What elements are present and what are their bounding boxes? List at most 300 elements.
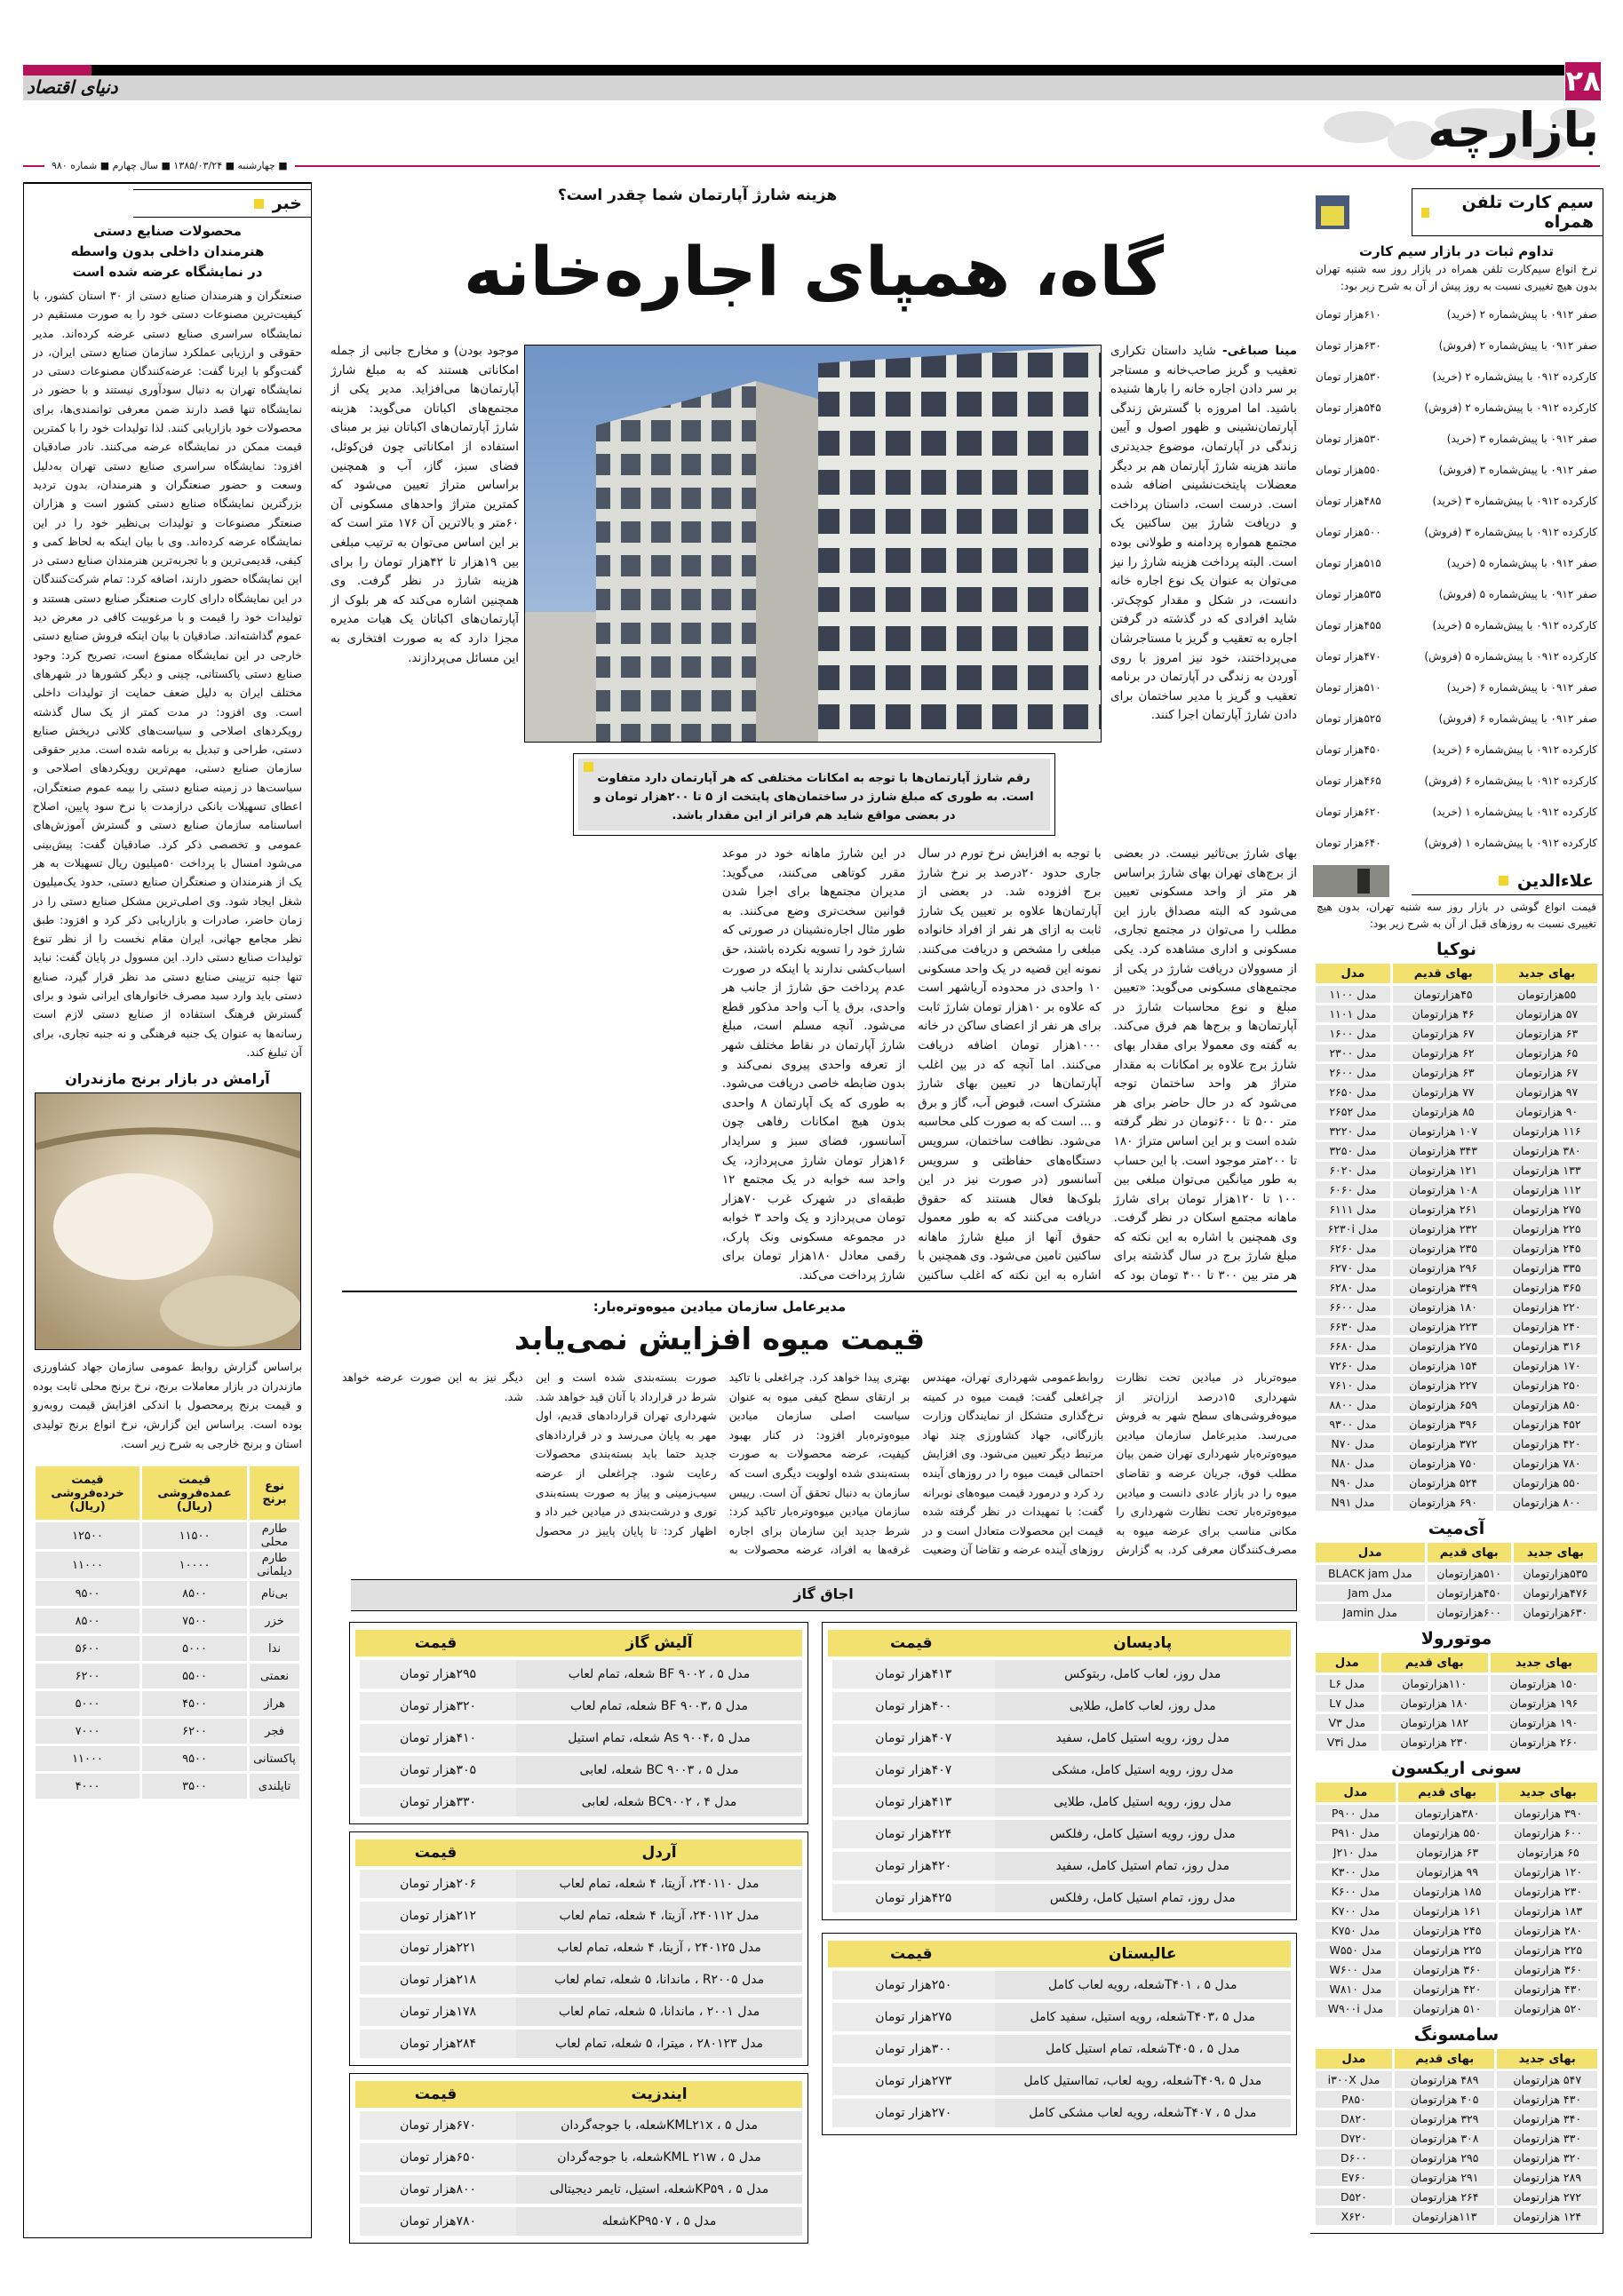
simcard-price-row xyxy=(1316,485,1597,516)
phone-price-table xyxy=(1313,2046,1600,2228)
simcard-price-row xyxy=(1316,640,1597,671)
stove-row xyxy=(355,2030,802,2058)
article-body-text: بهای شارژ بی‌تاثیر نیست. در بعضی از برج‌های تهران بهای شارژ براساس هر متر از واحد مسکونی تعیین می‌شود که البته مصداق بارز این مطلب را می‌توان در مجتمع تجاری، مسکونی و اداری مشاهده کرد. یکی از مسوولان دریافت شارژ در یکی از مجتمع‌های مسکونی می‌گوید: «تعیین مبلغ و نوع محاسبات شارژ در آپارتمان‌ها و برج‌ها هم فرق می‌کند. به گفته وی معمولا برای مقدار بهای شارژ برج علاوه بر امکانات به مقدار متراژ هر واحد ساختمان توجه می‌شود که در حال حاضر برای هر متر ۵۰۰ تا ۶۰۰تومان در نظر گرفته شده است و بر این اساس متراژ ۱۸۰ تا ۲۰۰متر موجود است. با این حساب به طور میانگین می‌توان مبلغی بین ۱۰۰ تا ۱۲۰هزار تومان برای شارژ ماهانه مجتمع اسکان در نظر گرفت. وی همچنین با اشاره به این نکته که مبلغ شارژ برج در سال گذشته برای هر متر بین ۳۰۰ تا ۴۰۰ تومان بود که با توجه به افزایش نرخ تورم در سال جاری حدود ۲۰درصد بر نرخ شارژ برج افزوده شد. در بعضی از آپارتمان‌ها علاوه بر تعیین یک شارژ ثابت به ازای هر نفر از افراد خانواده مبلغی را مشخص و دریافت می‌کنند. نمونه این قضیه در یک واحد مسکونی ۱۰ واحدی در محدوده آریاشهر است که علاوه بر ۱۰هزار تومان شارژ ثابت برای هر نفر از اعضای ساکن در خانه ۱۰۰۰هزار تومان اضافه دریافت می‌کنند. اما آنچه که در بین اغلب آپارتمان‌ها در تعیین بهای شارژ مشترک است، قبوض آب، گاز و برق و ... است که به صورت کلی محاسبه می‌شود. نظافت ساختمان، سرویس دستگاه‌های حفاظتی و سرویس آسانسور (در صورت نیز در این بلوک‌ها فعال هستند که حقوق دریافت می‌کنند که به طور معمول حقوق آنها از مبلغ شارژ ماهانه ساکنین تامین می‌شود. وی همچنین با اشاره به این نکته که اغلب ساکنین در این شارژ ماهانه خود در موعد مقرر کوتاهی می‌کنند، می‌گوید: مدیران مجتمع‌ها برای اجرا شدن قوانین سخت‌تری وضع می‌کنند. به طور مثال اجاره‌نشینان در صورتی که شارژ خود را تسویه نکرده باشند، حق اسباب‌کشی ندارند یا اینکه در صورت عدم پرداخت حق شارژ از جانب هر واحدی، برق یا آب واحد مذکور قطع می‌شود. آنچه مسلم است، مبلغ شارژ آپارتمان در نقاط مختلف شهر از تعرفه واحدی پیروی نمی‌کند و بدون ضابطه خاصی دریافت می‌شود. به طوری که یک آپارتمان ۸ واحدی بدون هیچ امکانات رفاهی چون آسانسور، فضای سبز و سرایدار ۱۶هزار تومان شارژ می‌پردازد، یک واحد سه خوابه در یک مجتمع ۱۲ طبقه‌ای در شهرک غرب ۷۰هزار تومان می‌پردازد و یک واحد ۳ خوابه در مجموعه مسکونی ونک پارک، رقمی معادل ۱۸۰هزار تومان برای شارژ پرداخت می‌کند. xyxy=(721,846,1297,1283)
phone-new-price: ۲۷۲ هزارتومان xyxy=(1497,2189,1597,2205)
stove-row xyxy=(355,2111,802,2140)
stove-model: مدل T۴۰۷ ، ۵شعله، رویه لعاب مشکی کامل xyxy=(995,2099,1291,2127)
stove-model: مدل BC۹۰۰۲ ، ۴ شعله، لعابی xyxy=(516,1788,802,1816)
phone-model: مدل N۹۰ xyxy=(1316,1474,1390,1491)
phone-old-price: ۷۵۰ هزارتومان xyxy=(1393,1455,1494,1472)
simcard-price: ۵۵۰هزار تومان xyxy=(1316,463,1381,476)
news-column xyxy=(23,182,312,2238)
phone-table-row xyxy=(1316,1377,1597,1394)
simcard-type: صفر ۰۹۱۲ با پیش‌شماره ۶ (خرید) xyxy=(1446,680,1597,694)
simcard-type: کارکرده ۰۹۱۲ با پیش‌شماره ۱ (فروش) xyxy=(1424,836,1597,849)
phone-table-row xyxy=(1316,2110,1597,2127)
phone-old-price: ۲۶۴ هزارتومان xyxy=(1395,2189,1495,2205)
stove-row xyxy=(355,1934,802,1962)
stove-price: ۳۳۰هزار تومان xyxy=(355,1788,516,1816)
rice-price-cell: ۴۵۰۰ xyxy=(142,1691,247,1716)
stove-price: ۲۱۸هزار تومان xyxy=(355,1966,516,1994)
stove-row xyxy=(828,2099,1291,2127)
stove-price: ۲۵۰هزار تومان xyxy=(828,1971,995,1999)
simcard-price: ۴۷۰هزار تومان xyxy=(1316,649,1381,663)
simcard-price: ۴۸۵هزار تومان xyxy=(1316,494,1381,507)
phone-new-price: ۵۳۵هزارتومان xyxy=(1514,1565,1597,1582)
stove-brand-name: آردل xyxy=(516,1839,802,1866)
simcard-price-row xyxy=(1316,827,1597,858)
phone-old-price: ۶۰۰هزارتومان xyxy=(1428,1604,1511,1621)
phone-old-price: ۲۲۳ هزارتومان xyxy=(1393,1318,1494,1335)
phone-table-row xyxy=(1316,1299,1597,1315)
rice-column-header: قیمت عمده‌فروشی (ریال) xyxy=(142,1466,247,1520)
stove-brand-name: آلیش گاز xyxy=(516,1630,802,1656)
phone-price-table xyxy=(1313,961,1600,1513)
phone-new-price: ۲۵۰ هزارتومان xyxy=(1496,1377,1597,1394)
phone-table-header xyxy=(1316,1783,1597,1802)
simcard-price: ۵۲۵هزار تومان xyxy=(1316,711,1381,725)
phone-new-price: ۳۶۵ هزارتومان xyxy=(1496,1279,1597,1296)
stove-row xyxy=(828,2067,1291,2095)
fruit-headline: قیمت میوه افزایش نمی‌یابد xyxy=(513,1322,926,1357)
stove-price: ۲۸۴هزار تومان xyxy=(355,2030,516,2058)
stove-model: مدل R۲۰۰۵ ، ماندانا، ۵ شعله، تمام لعاب xyxy=(516,1966,802,1994)
simcard-thumbnail xyxy=(1316,195,1349,229)
page-number: ۲۸ xyxy=(1565,62,1601,100)
simcard-price: ۵۳۰هزار تومان xyxy=(1316,432,1381,445)
rice-table-row xyxy=(36,1774,299,1799)
phone-old-price: ۱۲۱ هزارتومان xyxy=(1393,1162,1494,1179)
phone-new-price: ۱۷۰ هزارتومان xyxy=(1496,1357,1597,1374)
phones-box xyxy=(1310,865,1603,2234)
phone-model: مدل N۹۱ xyxy=(1316,1494,1390,1511)
simcard-price: ۵۴۵هزار تومان xyxy=(1316,401,1381,414)
phone-old-price: ۱۵۴ هزارتومان xyxy=(1393,1357,1494,1374)
phone-model: مدل W۸۱۰ xyxy=(1316,1981,1396,1998)
stove-table-header xyxy=(355,2081,802,2108)
phone-new-price: ۵۵هزارتومان xyxy=(1496,986,1597,1003)
simcard-type: کارکرده ۰۹۱۲ با پیش‌شماره ۲ (خرید) xyxy=(1432,369,1597,383)
phone-old-price: ۱۸۰ هزارتومان xyxy=(1393,1299,1494,1315)
simcard-price-row xyxy=(1316,516,1597,547)
phone-old-price: ۳۴۳ هزارتومان xyxy=(1393,1142,1494,1159)
phone-column-header: بهای جدید xyxy=(1497,2049,1597,2069)
stove-price: ۲۷۳هزار تومان xyxy=(828,2067,995,2095)
phone-table-row xyxy=(1316,1240,1597,1257)
news-headline xyxy=(33,221,302,282)
phone-new-price: ۶۳۰هزارتومان xyxy=(1514,1604,1597,1621)
rice-price-cell: ۱۲۵۰۰ xyxy=(36,1522,139,1549)
stove-row xyxy=(828,1884,1291,1912)
phone-model: مدل K۷۰۰ xyxy=(1316,1903,1396,1919)
phone-model: P۸۵۰ xyxy=(1316,2091,1392,2108)
simcard-title: سیم کارت تلفن همراه xyxy=(1461,193,1594,232)
phone-table-row xyxy=(1316,1734,1597,1751)
phone-old-price: ۲۹۱ هزارتومان xyxy=(1395,2169,1495,2186)
phone-model: مدل ۶۲۶۰ xyxy=(1316,1240,1390,1257)
phone-model: مدل K۷۵۰ xyxy=(1316,1922,1396,1939)
news-body: صنعتگران و هنرمندان صنایع دستی از ۳۰ استان کشور، با کیفیت‌ترین مصنوعات دستی خود را به صورت مستقیم در نمایشگاه سراسری صنایع دستی عرضه کرده‌اند. مدیر حقوقی و ارزیابی عملکرد سازمان صنایع دستی ایران، در گفت‌وگو با ایرنا گفت: عرضه‌کنندگان مصنوعات دستی در نمایشگاه تهران به دنبال سودآوری نیستند و با حضور در نمایشگاه تنها قصد دارند ضمن معرفی توانمندی‌ها، برای محصولات خود بازاریابی کنند. لذا تولیدات خود را با کمترین قیمت ممکن در نمایشگاه عرضه می‌کنند. نادر صادقیان افزود: نمایشگاه سراسری صنایع دستی تهران به‌دلیل وسعت و حضور صنعتگران و هنرمندان، بدون تردید بزرگترین نمایشگاه صنایع دستی کشور است و هزاران صنعتگر مصنوعات و تولیدات بی‌نظیر خود را در این نمایشگاه عرضه کرده‌اند. وی با بیان اینکه به لحاظ کمی و کیفی، قدیمی‌ترین و با تجربه‌ترین هنرمندان صنایع دستی در این نمایشگاه حضور دارند، اضافه کرد: تمام شرکت‌کنندگان در این نمایشگاه دارای کارت صنعتگر صنایع دستی هستند و تولیدات خود را قیمت و با مرغوبیت کافی در معرض دید عموم گذاشته‌اند. صادقیان با بیان اینکه فروش صنایع دستی خارجی در این نمایشگاه ممنوع است، تصریح کرد: وجود صنایع دستی پاکستانی، چینی و دیگر کشورها در شهرهای مختلف ایران به دلیل ضعف حمایت از تولیدات داخلی است. وی افزود: در مدت کمتر از یک سال گذشته رویکردهای اصلاحی و سیاست‌های کلانی درپخش صنایع دستی، طراحی و تبدیل به برنامه شده است. مدیر حقوقی سازمان صنایع دستی، مهم‌ترین رویکردهای اصلاحی و سیاست‌ها در زمینه صنایع دستی را بیمه عموم صنعتگران، اعطای تسهیلات بانکی درازمدت با نرخ سود پایین، اصلاح اساسنامه سازمان صنایع دستی و گسترش آموزش‌های عمومی و تخصصی ذکر کرد. صادقیان گفت: پیش‌بینی می‌شود امسال با پرداخت ۵۰میلیون ریال تسهیلات به هر یک از هنرمندان و صنعتگران صنایع دستی، حدود یک‌میلیون شغل ایجاد شود. وی اصلی‌ترین مشکل صنایع دستی را در زمان حاضر، صادرات و بازاریابی ذکر کرد و افزود: طبق نظر مجامع جهانی، ایران مقام نخست را از نظر تنوع تولیدات صنایع دستی دارد. این مسوول در پایان گفت: نباید تنها جنبه تزیینی صنایع دستی مد نظر قرار گیرد، صنایع دستی باید وارد سبد مصرف خانوارهای ایرانی شود و برای گسترش فرهنگ استفاده از صنایع دستی لازم است رسانه‌ها به عنوان یک جنبه فرهنگی و نه جنبه تجاری، برای آن تبلیغ کند. xyxy=(33,289,303,1059)
phone-table-row xyxy=(1316,1455,1597,1472)
stove-model: مدل ۲۸۰۱۲۳ ، میترا، ۵ شعله، تمام لعاب xyxy=(516,2030,802,2058)
stove-model: مدل ۲۴۰۱۱۰، آزیتا، ۴ شعله، تمام لعاب xyxy=(516,1870,802,1898)
phone-model: مدل K۶۰۰ xyxy=(1316,1883,1396,1900)
phone-table-row xyxy=(1316,1396,1597,1413)
phone-old-price: ۳۲۹ هزارتومان xyxy=(1395,2110,1495,2127)
simcard-type: صفر ۰۹۱۲ با پیش‌شماره ۶ (فروش) xyxy=(1438,711,1597,725)
phone-old-price: ۲۹۶ هزارتومان xyxy=(1393,1259,1494,1276)
simcard-price-row xyxy=(1316,703,1597,734)
phone-old-price: ۳۰۸ هزارتومان xyxy=(1395,2130,1495,2147)
phone-old-price: ۲۹۵ هزارتومان xyxy=(1395,2149,1495,2166)
stove-brand-name: پادیسان xyxy=(995,1630,1291,1656)
stove-price-table xyxy=(355,2078,802,2239)
phone-new-price: ۳۴۰ هزارتومان xyxy=(1497,2110,1597,2127)
phone-table-row xyxy=(1316,1675,1597,1692)
stove-row xyxy=(828,1852,1291,1880)
rice-price-cell: ۵۶۰۰ xyxy=(36,1636,139,1661)
rice-column-header: قیمت خرده‌فروشی (ریال) xyxy=(36,1466,139,1520)
stove-price-table xyxy=(828,1937,1291,2131)
phone-price-table xyxy=(1313,1780,1600,2020)
stove-model: مدل T۴۰۳، ۵شعله، رویه استیل، سفید کامل xyxy=(995,2003,1291,2031)
phones-intro: قیمت انواع گوشی در بازار روز سه شنبه تهران، بدون هیچ تغییری نسبت به روزهای قبل از آن به شرح زیر بود: xyxy=(1317,901,1596,930)
simcard-type: کارکرده ۰۹۱۲ با پیش‌شماره ۵ (فروش) xyxy=(1424,649,1597,663)
stove-price: ۲۰۶هزار تومان xyxy=(355,1870,516,1898)
stove-price: ۴۲۴هزار تومان xyxy=(828,1820,995,1848)
phones-thumbnail xyxy=(1313,865,1389,897)
phone-table-row xyxy=(1316,1824,1597,1841)
phone-model: مدل L۷ xyxy=(1316,1695,1379,1712)
phone-table-row xyxy=(1316,1942,1597,1958)
stove-price: ۸۰۰هزار تومان xyxy=(355,2175,516,2204)
phone-table-row xyxy=(1316,1604,1597,1621)
phone-new-price: ۴۳۰ هزارتومان xyxy=(1497,2091,1597,2108)
phone-table-row xyxy=(1316,1181,1597,1198)
fruit-rule xyxy=(342,1291,1297,1292)
phone-table-row xyxy=(1316,1844,1597,1861)
stove-row xyxy=(828,2003,1291,2031)
phone-column-header: بهای جدید xyxy=(1491,1653,1597,1672)
phone-table-row xyxy=(1316,1981,1597,1998)
price-column-header: قیمت xyxy=(355,2081,516,2108)
phone-model: مدل ۶۶۸۰ xyxy=(1316,1338,1390,1355)
stove-price: ۳۰۰هزار تومان xyxy=(828,2035,995,2063)
rice-sacks-photo xyxy=(35,1092,301,1350)
stove-row xyxy=(355,1870,802,1898)
phone-model: مدل V۳ xyxy=(1316,1714,1379,1731)
phone-table-row xyxy=(1316,2189,1597,2205)
news-headline-line: محصولات صنایع دستی xyxy=(93,223,242,239)
article-column-left: موجود بودن) و مخارج جانبی از جمله امکاناتی هستند که به مبلغ شارژ آپارتمان‌ها می‌افزاید. مدیر یکی از مجتمع‌های اکباتان می‌گوید: هزینه شارژ آپارتمان‌های اکباتان نیز بر مبنای استفاده از امکاناتی چون فن‌کوئل، فضای سبز، گاز، آب و همچنین براساس متراژ تعیین می‌شود که کمترین متراژ واحدهای مسکونی آن ۶۰متر و بالاترین آن ۱۷۶ متر است که بر این اساس می‌توان به ترتیب مبلغی بین ۱۹هزار تا ۴۲هزار تومان را برای هزینه شارژ در نظر گرفت. وی همچنین اشاره می‌کند که هر بلوک از آپارتمان‌های اکباتان یک هیات مدیره مجزا دارد که به صورت افتخاری به این مسائل می‌پردازند. xyxy=(330,344,519,665)
phone-new-price: ۸۵۰ هزارتومان xyxy=(1496,1396,1597,1413)
fruit-body: میوه‌تربار در میادین تحت نظارت شهرداری ۱۵درصد ارزان‌تر از میوه‌فروشی‌های سطح شهر به فروش می‌رسد. مدیرعامل سازمان میادین میوه‌وتره‌بار شهرداری تهران ضمن بیان مطلب فوق، جریان عرضه و تقاضای میوه را در بازار عادی دانست و میادین میوه‌وتره‌بار تحت نظارت شهرداری را مکانی مناسب برای عرضه میوه به مصرف‌کنندگان معرفی کرد. به گزارش روابط‌عمومی شهرداری تهران، مهندس چراغعلی گفت: قیمت میوه در کمیته نرخ‌گذاری متشکل از نمایندگان وزارت بازرگانی، جهاد کشاورزی چند نهاد مرتبط دیگر تعیین می‌شود. وی افزایش احتمالی قیمت میوه را در روزهای آینده رد کرد و درمورد قیمت میوه‌های نوبرانه گفت: با تمهیدات در نظر گرفته شده قیمت این محصولات متعادل است و در روزهای آینده عرضه و تقاضا آن وضعیت بهتری پیدا خواهد کرد. چراغعلی با تاکید بر ارتقای سطح کیفی میوه به عنوان سیاست اصلی سازمان میادین میوه‌وتره‌بار افزود: در کنار بهبود کیفیت، عرضه محصولات به صورت بسته‌بندی شده اولویت دیگری است که سازمان به دنبال تحقق آن است. رییس سازمان میادین میوه‌وتره‌بار تاکید کرد: شرط جدید این سازمان برای اجاره غرفه‌ها به افراد، عرضه محصولات به صورت بسته‌بندی شده است و این شرط در قرارداد با آنان قید خواهد شد. شهرداری تهران قراردادهای قدیم، اول مهر به پایان می‌رسد و در قراردادهای جدید حتما باید بسته‌بندی محصولات رعایت شود. چراغعلی از عرضه سیب‌زمینی و پیاز به صورت بسته‌بندی توری و درشت‌بندی در میادین خبر داد و اظهار کرد: تا پایان پاییز در محصول دیگر نیز به این صورت عرضه خواهد شد. xyxy=(342,1370,1297,1557)
simcard-type: صفر ۰۹۱۲ با پیش‌شماره ۵ (خرید) xyxy=(1446,556,1597,569)
phone-new-price: ۲۴۰ هزارتومان xyxy=(1496,1318,1597,1335)
phone-model: مدل ۱۱۰۱ xyxy=(1316,1005,1390,1022)
stove-price: ۴۰۰هزار تومان xyxy=(828,1692,995,1720)
simcard-price-row xyxy=(1316,423,1597,454)
phone-old-price: ۴۵هزارتومان xyxy=(1393,986,1494,1003)
phone-model: مدل ۶۶۳۰ xyxy=(1316,1318,1390,1335)
price-column-header: قیمت xyxy=(828,1941,995,1967)
phone-old-price: ۱۸۵ هزارتومان xyxy=(1398,1883,1497,1900)
phone-old-price: ۶۷ هزارتومان xyxy=(1393,1025,1494,1042)
rice-price-cell: ۹۵۰۰ xyxy=(36,1581,139,1606)
stove-price: ۲۱۲هزار تومان xyxy=(355,1902,516,1930)
rice-table-row xyxy=(36,1581,299,1606)
stove-price: ۴۱۳هزار تومان xyxy=(828,1788,995,1816)
simcard-price: ۵۳۰هزار تومان xyxy=(1316,369,1381,383)
rice-table-row xyxy=(36,1691,299,1716)
rice-type-cell: پاکستانی xyxy=(250,1746,299,1771)
news-headline-line: در نمایشگاه عرضه شده است xyxy=(72,264,263,280)
phone-table-row xyxy=(1316,2071,1597,2088)
phone-old-price: ۶۵۹ هزارتومان xyxy=(1393,1396,1494,1413)
stove-row xyxy=(355,2143,802,2172)
simcard-type: کارکرده ۰۹۱۲ با پیش‌شماره ۵ (خرید) xyxy=(1432,618,1597,632)
phone-column-header: بهای قدیم xyxy=(1395,2049,1495,2069)
article-kicker: هزینه شارژ آپارتمان شما چقدر است؟ xyxy=(557,187,838,204)
stove-row xyxy=(355,1724,802,1752)
stove-price: ۴۲۰هزار تومان xyxy=(828,1852,995,1880)
phone-model: مدل J۲۱۰ xyxy=(1316,1844,1396,1861)
phone-new-price: ۳۹۰ هزارتومان xyxy=(1499,1805,1597,1822)
yellow-dot-icon xyxy=(1499,876,1508,886)
stove-tables-right xyxy=(822,1622,1297,2135)
phone-model: مدل ۱۱۰۰ xyxy=(1316,986,1390,1003)
phone-model: مدل Jamin xyxy=(1316,1604,1425,1621)
top-grey-band xyxy=(23,75,1564,100)
article-body-columns xyxy=(330,753,1297,1286)
rice-price-cell: ۱۱۰۰۰ xyxy=(36,1746,139,1771)
simcard-type: کارکرده ۰۹۱۲ با پیش‌شماره ۶ (فروش) xyxy=(1424,774,1597,787)
simcard-type: کارکرده ۰۹۱۲ با پیش‌شماره ۶ (خرید) xyxy=(1432,743,1597,756)
article-column-right xyxy=(1110,342,1297,746)
stove-price-table xyxy=(355,1626,802,1820)
stove-table-header xyxy=(355,1839,802,1866)
phone-table-row xyxy=(1316,1922,1597,1939)
stove-price-table xyxy=(355,1836,802,2062)
top-accent-block xyxy=(23,65,91,75)
rice-price-cell: ۹۵۰۰ xyxy=(142,1746,247,1771)
stove-table-alish xyxy=(349,1622,808,1824)
simcard-price-row xyxy=(1316,298,1597,330)
phone-new-price: ۴۲۰ هزارتومان xyxy=(1496,1435,1597,1452)
stove-price: ۲۷۵هزار تومان xyxy=(828,2003,995,2031)
stove-table-header xyxy=(828,1941,1291,1967)
phone-old-price: ۵۱۰ هزارتومان xyxy=(1398,2000,1497,2017)
stove-row xyxy=(828,1820,1291,1848)
stove-price: ۴۱۰هزار تومان xyxy=(355,1724,516,1752)
stove-price: ۳۰۵هزار تومان xyxy=(355,1756,516,1784)
phone-new-price: ۷۸۰ هزارتومان xyxy=(1496,1455,1597,1472)
rice-type-cell: تایلندی xyxy=(250,1774,299,1799)
yellow-dot-icon xyxy=(254,199,264,209)
phone-model: مدل ۶۲۷۰ xyxy=(1316,1259,1390,1276)
phone-old-price: ۱۱۳هزارتومان xyxy=(1395,2208,1495,2225)
simcard-type: کارکرده ۰۹۱۲ با پیش‌شماره ۳ (خرید) xyxy=(1432,494,1597,507)
stove-row xyxy=(355,2175,802,2204)
rice-price-cell: ۴۰۰۰ xyxy=(36,1774,139,1799)
simcard-price-row xyxy=(1316,671,1597,703)
stove-model: مدل KP۹۵۰۷ ، ۵شعله xyxy=(516,2207,802,2236)
phone-column-header: بهای جدید xyxy=(1499,1783,1597,1802)
rice-table-row xyxy=(36,1552,299,1578)
phone-old-price: ۴۰۵ هزارتومان xyxy=(1395,2091,1495,2108)
stove-price: ۴۰۷هزار تومان xyxy=(828,1724,995,1752)
stove-row xyxy=(828,1788,1291,1816)
simcard-price: ۵۰۰هزار تومان xyxy=(1316,525,1381,538)
phone-model: مدل W۹۰۰i xyxy=(1316,2000,1396,2017)
rice-price-cell: ۷۵۰۰ xyxy=(142,1609,247,1633)
rice-table-row xyxy=(36,1522,299,1549)
phone-table-row xyxy=(1316,1045,1597,1061)
stove-row xyxy=(355,1788,802,1816)
phone-old-price: ۴۲۰ هزارتومان xyxy=(1398,1981,1497,1998)
phone-model: مدل i۳۰۰X xyxy=(1316,2071,1392,2088)
phone-brand-title: آی‌میت xyxy=(1428,1519,1485,1538)
stove-table-ardel xyxy=(349,1831,808,2066)
phone-brand-title: موتورولا xyxy=(1420,1629,1492,1649)
rice-price-cell: ۸۵۰۰ xyxy=(36,1609,139,1633)
simcard-price: ۵۱۵هزار تومان xyxy=(1316,556,1381,569)
simcard-type: صفر ۰۹۱۲ با پیش‌شماره ۵ (فروش) xyxy=(1438,587,1597,600)
news-headline-line: هنرمندان داخلی بدون واسطه xyxy=(70,243,265,259)
phone-new-price: ۶۵ هزارتومان xyxy=(1496,1045,1597,1061)
phone-old-price: ۲۲۷ هزارتومان xyxy=(1393,1377,1494,1394)
news-kicker-box xyxy=(133,189,311,218)
simcard-price: ۵۳۵هزار تومان xyxy=(1316,587,1381,600)
rice-type-cell: ندا xyxy=(250,1636,299,1661)
stove-price: ۱۷۸هزار تومان xyxy=(355,1998,516,2026)
rice-price-table xyxy=(33,1464,302,1801)
phone-model: مدل ۶۲۸۰ xyxy=(1316,1279,1390,1296)
stove-table-header xyxy=(828,1630,1291,1656)
rice-type-cell: نعمتی xyxy=(250,1664,299,1688)
phone-table-row xyxy=(1316,1585,1597,1601)
phone-model: مدل ۹۳۰۰ xyxy=(1316,1416,1390,1433)
phone-table-row xyxy=(1316,1903,1597,1919)
rice-table-row xyxy=(36,1719,299,1744)
phone-new-price: ۲۳۰ هزارتومان xyxy=(1499,1883,1597,1900)
phone-new-price: ۱۳۳ هزارتومان xyxy=(1496,1162,1597,1179)
simcard-price-row xyxy=(1316,734,1597,765)
phone-model: مدل ۲۶۵۲ xyxy=(1316,1103,1390,1120)
phone-table-row xyxy=(1316,1084,1597,1100)
phone-table-row xyxy=(1316,1025,1597,1042)
phone-table-row xyxy=(1316,2000,1597,2017)
phone-model: مدل ۲۶۵۰ xyxy=(1316,1084,1390,1100)
simcard-price-row xyxy=(1316,796,1597,827)
rice-price-cell: ۱۱۰۰۰ xyxy=(36,1552,139,1578)
price-column-header: قیمت xyxy=(828,1630,995,1656)
stove-row xyxy=(355,1966,802,1994)
stove-price: ۲۲۱هزار تومان xyxy=(355,1934,516,1962)
phone-model: مدل ۷۲۶۰ xyxy=(1316,1357,1390,1374)
stove-price: ۶۷۰هزار تومان xyxy=(355,2111,516,2140)
stove-price: ۴۰۷هزار تومان xyxy=(828,1756,995,1784)
simcard-price-list xyxy=(1316,298,1597,858)
phone-new-price: ۴۳۰ هزارتومان xyxy=(1499,1981,1597,1998)
phone-table-row xyxy=(1316,1103,1597,1120)
phone-new-price: ۱۱۶ هزارتومان xyxy=(1496,1123,1597,1140)
simcard-box xyxy=(1310,188,1603,865)
stove-model: مدل BF ۹۰۰۲ ، ۵ شعله، تمام لعاب xyxy=(516,1660,802,1688)
phone-new-price: ۶۷ هزارتومان xyxy=(1496,1064,1597,1081)
simcard-price: ۴۵۰هزار تومان xyxy=(1316,743,1381,756)
stove-price: ۲۹۵هزار تومان xyxy=(355,1660,516,1688)
phone-table-row xyxy=(1316,1416,1597,1433)
phone-model: D۶۰۰ xyxy=(1316,2149,1392,2166)
phone-table-row xyxy=(1316,1961,1597,1978)
phone-table-row xyxy=(1316,1805,1597,1822)
phone-new-price: ۱۵۰ هزارتومان xyxy=(1491,1675,1597,1692)
phone-table-row xyxy=(1316,2149,1597,2166)
phones-title: علاءالدین xyxy=(1517,870,1594,891)
stove-section-bar xyxy=(351,1579,1297,1611)
phone-table-row xyxy=(1316,1123,1597,1140)
simcard-type: کارکرده ۰۹۱۲ با پیش‌شماره ۲ (فروش) xyxy=(1424,401,1597,414)
phone-table-header xyxy=(1316,1653,1597,1672)
phone-new-price: ۱۲۴ هزارتومان xyxy=(1497,2208,1597,2225)
phone-table-row xyxy=(1316,1695,1597,1712)
phone-price-table xyxy=(1313,1540,1600,1624)
stove-model: مدل روز، رویه استیل کامل، طلایی xyxy=(995,1788,1291,1816)
phone-table-header xyxy=(1316,1543,1597,1562)
phone-old-price: ۲۳۰ هزارتومان xyxy=(1381,1734,1488,1751)
stove-model: مدل BF ۹۰۰۳، ۵ شعله، تمام لعاب xyxy=(516,1692,802,1720)
phone-table-row xyxy=(1316,1338,1597,1355)
phone-column-header: مدل xyxy=(1316,1783,1396,1802)
phone-old-price: ۳۶۰ هزارتومان xyxy=(1398,1961,1497,1978)
simcard-price-row xyxy=(1316,578,1597,609)
phone-old-price: ۶۳ هزارتومان xyxy=(1398,1844,1497,1861)
stove-model: مدل روز، رویه استیل کامل، سفید xyxy=(995,1724,1291,1752)
simcard-price-row xyxy=(1316,454,1597,485)
phone-old-price: ۱۶۱ هزارتومان xyxy=(1398,1903,1497,1919)
phone-new-price: ۵۵۰ هزارتومان xyxy=(1496,1474,1597,1491)
phone-new-price: ۲۷۵ هزارتومان xyxy=(1496,1201,1597,1218)
rice-price-cell: ۵۰۰۰ xyxy=(36,1691,139,1716)
phone-price-table xyxy=(1313,1650,1600,1753)
phone-model: X۶۲۰ xyxy=(1316,2208,1392,2225)
stove-row xyxy=(828,1692,1291,1720)
simcard-price-row xyxy=(1316,392,1597,423)
phone-old-price: ۲۳۵ هزارتومان xyxy=(1393,1240,1494,1257)
stove-row xyxy=(828,2035,1291,2063)
phone-model: مدل P۹۱۰ xyxy=(1316,1824,1396,1841)
phone-model: مدل V۳i xyxy=(1316,1734,1379,1751)
phone-model: مدل W۵۵۰ xyxy=(1316,1942,1396,1958)
phone-new-price: ۲۴۵ هزارتومان xyxy=(1496,1240,1597,1257)
phone-model: مدل N۷۰ xyxy=(1316,1435,1390,1452)
stove-row xyxy=(355,1756,802,1784)
phone-model: مدل ۲۳۰۰ xyxy=(1316,1045,1390,1061)
phone-model: مدل ۶۰۶۰ xyxy=(1316,1181,1390,1198)
phone-table-row xyxy=(1316,2130,1597,2147)
phone-new-price: ۳۲۰ هزارتومان xyxy=(1497,2149,1597,2166)
stove-row xyxy=(828,1756,1291,1784)
stove-table-header xyxy=(355,1630,802,1656)
stove-table-alistan xyxy=(822,1933,1297,2135)
rice-price-cell: ۵۵۰۰ xyxy=(142,1664,247,1688)
phone-new-price: ۶۰۰ هزارتومان xyxy=(1499,1824,1597,1841)
phone-model: D۸۲۰ xyxy=(1316,2110,1392,2127)
phone-table-row xyxy=(1316,1565,1597,1582)
phone-column-header: مدل xyxy=(1316,1653,1379,1672)
simcard-type: کارکرده ۰۹۱۲ با پیش‌شماره ۳ (فروش) xyxy=(1424,525,1597,538)
